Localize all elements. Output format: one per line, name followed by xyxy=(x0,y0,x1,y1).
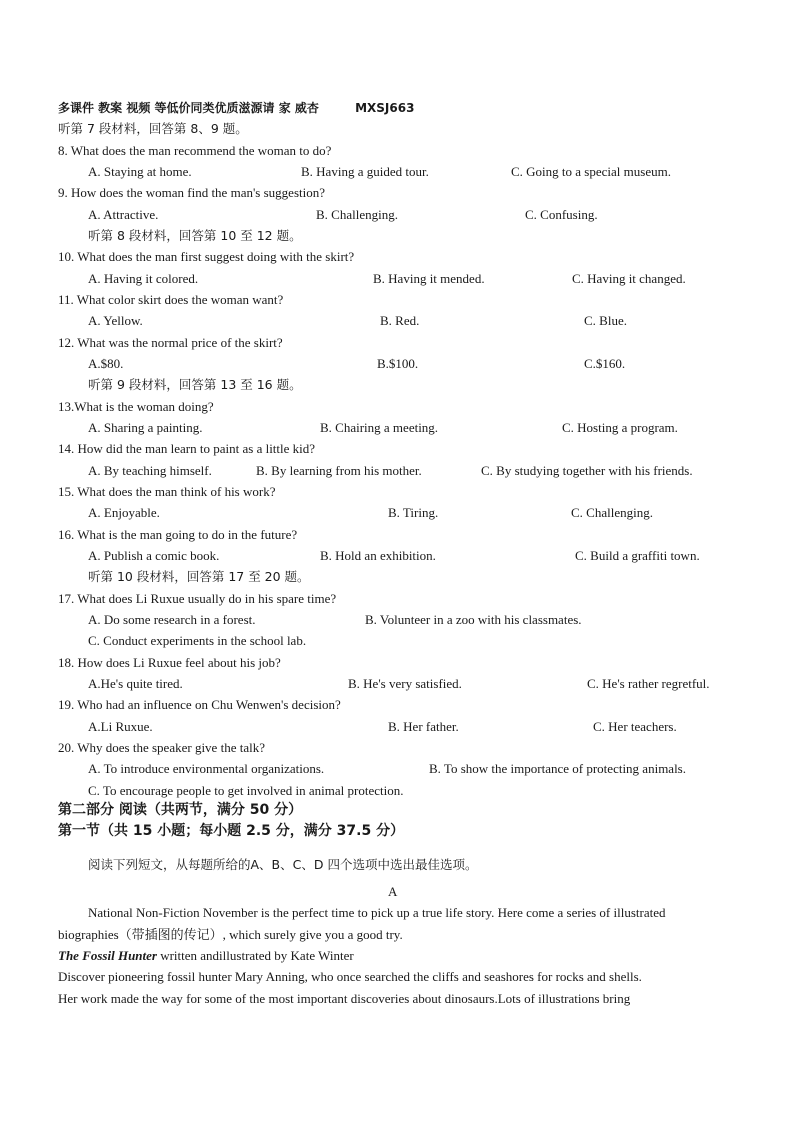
instruction-section-10: 听第 10 段材料，回答第 17 至 20 题。 xyxy=(88,569,310,584)
option-10a: A. Having it colored. xyxy=(88,271,199,286)
question-15: 15. What does the man think of his work? xyxy=(58,484,276,499)
question-10: 10. What does the man first suggest doing with the skirt? xyxy=(58,249,355,264)
question-18: 18. How does Li Ruxue feel about his job? xyxy=(58,655,281,670)
option-18c: C. He's rather regretful. xyxy=(587,676,710,691)
option-9c: C. Confusing. xyxy=(525,207,598,222)
option-18b: B. He's very satisfied. xyxy=(348,676,462,691)
option-19a: A.Li Ruxue. xyxy=(88,719,153,734)
option-12c: C.$160. xyxy=(584,356,626,371)
question-20: 20. Why does the speaker give the talk? xyxy=(58,740,265,755)
option-15b: B. Tiring. xyxy=(388,505,439,520)
instruction-section-9: 听第 9 段材料，回答第 13 至 16 题。 xyxy=(88,377,302,392)
option-13c: C. Hosting a program. xyxy=(562,420,678,435)
option-17c: C. Conduct experiments in the school lab. xyxy=(88,633,307,648)
option-16b: B. Hold an exhibition. xyxy=(320,548,436,563)
option-18a: A.He's quite tired. xyxy=(88,676,183,691)
option-11b: B. Red. xyxy=(380,313,420,328)
option-14c: C. By studying together with his friends. xyxy=(481,463,693,478)
book-byline: written andillustrated by Kate Winter xyxy=(156,948,354,963)
instruction-section-8: 听第 8 段材料，回答第 10 至 12 题。 xyxy=(88,228,302,243)
option-20b: B. To show the importance of protecting animals. xyxy=(429,761,686,776)
option-17b: B. Volunteer in a zoo with his classmates. xyxy=(365,612,582,627)
option-16c: C. Build a graffiti town. xyxy=(575,548,700,563)
passage-paragraph-2-line-2: Her work made the way for some of the most important discoveries about dinosaurs.Lots of illustrations bring xyxy=(58,991,631,1006)
option-9b: B. Challenging. xyxy=(316,207,398,222)
question-12: 12. What was the normal price of the skirt? xyxy=(58,335,283,350)
option-10b: B. Having it mended. xyxy=(373,271,485,286)
reading-instruction: 阅读下列短文，从每题所给的A、B、C、D 四个选项中选出最佳选项。 xyxy=(88,857,478,872)
book-heading xyxy=(58,948,354,964)
instruction-section-7: 听第 7 段材料，回答第 8、9 题。 xyxy=(58,121,248,136)
option-8c: C. Going to a special museum. xyxy=(511,164,671,179)
option-12b: B.$100. xyxy=(377,356,419,371)
option-14b: B. By learning from his mother. xyxy=(256,463,422,478)
option-17a: A. Do some research in a forest. xyxy=(88,612,256,627)
option-8b: B. Having a guided tour. xyxy=(301,164,429,179)
option-9a: A. Attractive. xyxy=(88,207,159,222)
question-13: 13.What is the woman doing? xyxy=(58,399,214,414)
question-11: 11. What color skirt does the woman want? xyxy=(58,292,284,307)
passage-paragraph-1-line-2: biographies（带插图的传记）, which surely give you a good try. xyxy=(58,927,403,942)
option-19c: C. Her teachers. xyxy=(593,719,677,734)
question-14: 14. How did the man learn to paint as a little kid? xyxy=(58,441,316,456)
option-12a: A.$80. xyxy=(88,356,124,371)
part-two-title: 第二部分 阅读（共两节，满分 50 分） xyxy=(58,802,303,818)
question-16: 16. What is the man going to do in the future? xyxy=(58,527,298,542)
question-9: 9. How does the woman find the man's suggestion? xyxy=(58,185,325,200)
option-16a: A. Publish a comic book. xyxy=(88,548,220,563)
option-10c: C. Having it changed. xyxy=(572,271,686,286)
promo-text: 多课件 教案 视频 等低价同类优质滋源请 家 威杏 xyxy=(58,101,319,115)
option-11c: C. Blue. xyxy=(584,313,627,328)
question-19: 19. Who had an influence on Chu Wenwen's decision? xyxy=(58,697,341,712)
question-17: 17. What does Li Ruxue usually do in his spare time? xyxy=(58,591,337,606)
option-13b: B. Chairing a meeting. xyxy=(320,420,439,435)
passage-paragraph-1-line-1: National Non-Fiction November is the perfect time to pick up a true life story. Here come a series of illustrated xyxy=(88,905,666,920)
option-15c: C. Challenging. xyxy=(571,505,653,520)
question-8: 8. What does the man recommend the woman to do? xyxy=(58,143,332,158)
passage-label: A xyxy=(388,884,398,899)
option-11a: A. Yellow. xyxy=(88,313,143,328)
option-15a: A. Enjoyable. xyxy=(88,505,160,520)
passage-paragraph-2-line-1: Discover pioneering fossil hunter Mary Anning, who once searched the cliffs and seashores for rocks and shells. xyxy=(58,969,642,984)
option-20a: A. To introduce environmental organizations. xyxy=(88,761,325,776)
section-one-title: 第一节（共 15 小题；每小题 2.5 分，满分 37.5 分） xyxy=(58,823,405,839)
doc-code: MXSJ663 xyxy=(355,101,415,115)
option-13a: A. Sharing a painting. xyxy=(88,420,203,435)
promo-header xyxy=(58,100,414,116)
option-20c: C. To encourage people to get involved in animal protection. xyxy=(88,783,404,798)
option-8a: A. Staying at home. xyxy=(88,164,192,179)
option-14a: A. By teaching himself. xyxy=(88,463,212,478)
book-title: The Fossil Hunter xyxy=(58,948,157,963)
option-19b: B. Her father. xyxy=(388,719,459,734)
